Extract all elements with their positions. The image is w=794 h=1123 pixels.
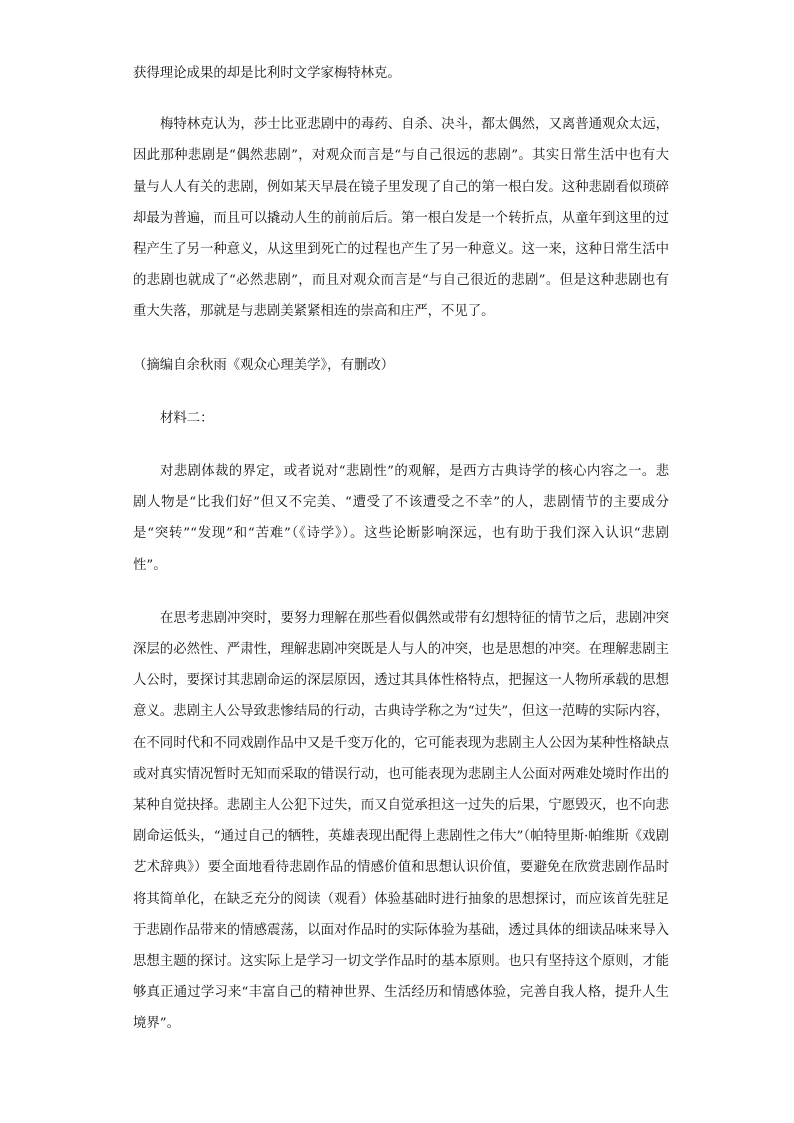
document-page	[133, 58, 669, 1098]
source-citation: （摘编自余秋雨《观众心理美学》，有删改）	[133, 357, 395, 373]
material-two-label: 材料二：	[160, 410, 214, 426]
paragraph-tragedy-definition: 对悲剧体裁的界定，或者说对“悲剧性”的观解，是西方古典诗学的核心内容之一。悲剧人物是“比我们好”但又不完美、“遭受了不该遭受之不幸”的人，悲剧情节的主要成分是“突转”“发现”和“苦难”（《诗学》）。这些论断影响深远，也有助于我们深入认识“悲剧性”。	[133, 464, 669, 573]
paragraph-maeterlinck: 梅特林克认为，莎士比亚悲剧中的毒药、自杀、决斗，都太偶然，又离普通观众太远，因此那种悲剧是“偶然悲剧”，对观众而言是“与自己很远的悲剧”。其实日常生活中也有大量与人人有关的悲剧，例如某天早晨在镜子里发现了自己的第一根白发。这种悲剧看似琐碎却最为普遍，而且可以撬动人生的前前后后。第一根白发是一个转折点，从童年到这里的过程产生了另一种意义，从这里到死亡的过程也产生了另一种意义。这一来，这种日常生活中的悲剧也就成了“必然悲剧”，而且对观众而言是“与自己很近的悲剧”。但是这种悲剧也有重大失落，那就是与悲剧美紧紧相连的崇高和庄严，不见了。	[133, 117, 669, 320]
paragraph-continuation: 获得理论成果的却是比利时文学家梅特林克。	[133, 66, 401, 81]
paragraph-tragic-conflict: 在思考悲剧冲突时，要努力理解在那些看似偶然或带有幻想特征的情节之后，悲剧冲突深层的必然性、严肃性，理解悲剧冲突既是人与人的冲突，也是思想的冲突。在理解悲剧主人公时，要探讨其悲剧命运的深层原因，透过其具体性格特点，把握这一人物所承载的思想意义。悲剧主人公导致悲惨结局的行动，古典诗学称之为“过失”，但这一范畴的实际内容，在不同时代和不同戏剧作品中又是千变万化的，它可能表现为悲剧主人公因为某种性格缺点或对真实情况暂时无知而采取的错误行动，也可能表现为悲剧主人公面对两难处境时作出的某种自觉抉择。悲剧主人公犯下过失，而又自觉承担这一过失的后果，宁愿毁灭，也不向悲剧命运低头，“通过自己的牺牲，英雄表现出配得上悲剧性之伟大”（帕特里斯·帕维斯《戏剧艺术辞典》）要全面地看待悲剧作品的情感价值和思想认识价值，要避免在欣赏悲剧作品时将其简单化，在缺乏充分的阅读（观看）体验基础时进行抽象的思想探讨，而应该首先驻足于悲剧作品带来的情感震荡，以面对作品时的实际体验为基础，透过具体的细读品味来导入思想主题的探讨。这实际上是学习一切文学作品时的基本原则。也只有坚持这个原则，才能够真正通过学习来“丰富自己的精神世界、生活经历和情感体验，完善自我人格，提升人生境界”。	[133, 610, 669, 1032]
